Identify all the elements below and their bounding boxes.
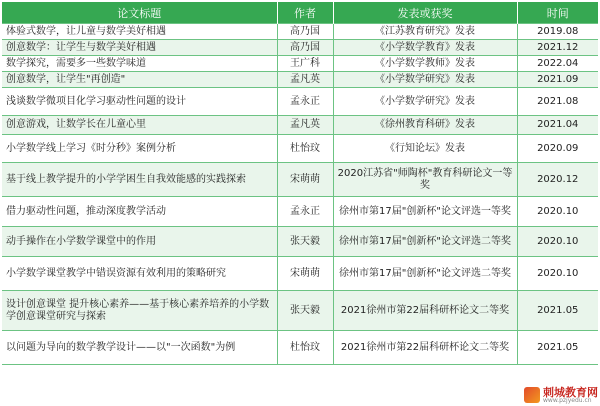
cell-date: 2022.04 — [517, 56, 598, 72]
header-author: 作者 — [277, 2, 333, 24]
cell-author: 高乃国 — [277, 24, 333, 40]
cell-author: 杜怡玟 — [277, 331, 333, 365]
cell-award: 《行知论坛》发表 — [333, 135, 517, 163]
cell-author: 张天毅 — [277, 291, 333, 331]
logo-mark-icon — [524, 387, 540, 403]
table-row — [2, 291, 598, 331]
cell-date: 2020.10 — [517, 197, 598, 227]
cell-award: 徐州市第17届"创新杯"论文评选二等奖 — [333, 227, 517, 257]
table-row — [2, 56, 598, 72]
cell-award: 徐州市第17届"创新杯"论文评选二等奖 — [333, 257, 517, 291]
cell-author: 孟永正 — [277, 197, 333, 227]
table-row — [2, 72, 598, 88]
cell-title: 基于线上教学提升的小学学困生自我效能感的实践探索 — [2, 163, 277, 197]
table-row — [2, 331, 598, 365]
cell-date: 2021.12 — [517, 40, 598, 56]
cell-date: 2021.08 — [517, 88, 598, 116]
cell-award: 《小学数学研究》发表 — [333, 72, 517, 88]
table-row — [2, 197, 598, 227]
cell-title: 创意数学：让学生与数学美好相遇 — [2, 40, 277, 56]
cell-date: 2020.09 — [517, 135, 598, 163]
cell-title: 浅谈数学微项目化学习驱动性问题的设计 — [2, 88, 277, 116]
header-date: 时间 — [517, 2, 598, 24]
cell-date: 2020.12 — [517, 163, 598, 197]
cell-title: 小学数学线上学习《时分秒》案例分析 — [2, 135, 277, 163]
table-header-row — [2, 2, 598, 24]
papers-table — [2, 2, 598, 365]
cell-award: 徐州市第17届"创新杯"论文评选一等奖 — [333, 197, 517, 227]
cell-date: 2021.04 — [517, 116, 598, 135]
cell-title: 设计创意课堂 提升核心素养——基于核心素养培养的小学数学创意课堂研究与探索 — [2, 291, 277, 331]
cell-award: 2021徐州市第22届科研杯论文二等奖 — [333, 291, 517, 331]
cell-author: 张天毅 — [277, 227, 333, 257]
cell-author: 孟凡英 — [277, 72, 333, 88]
header-title: 论文标题 — [2, 2, 277, 24]
table-row — [2, 227, 598, 257]
cell-date: 2021.09 — [517, 72, 598, 88]
cell-award: 《徐州教育科研》发表 — [333, 116, 517, 135]
cell-author: 杜怡玟 — [277, 135, 333, 163]
cell-award: 《小学数学教育》发表 — [333, 40, 517, 56]
table-row — [2, 163, 598, 197]
table-row — [2, 40, 598, 56]
cell-title: 创意游戏，让数学长在儿童心里 — [2, 116, 277, 135]
cell-award: 《江苏教育研究》发表 — [333, 24, 517, 40]
table-row — [2, 24, 598, 40]
cell-date: 2021.05 — [517, 331, 598, 365]
table-row — [2, 257, 598, 291]
cell-author: 宋萌萌 — [277, 257, 333, 291]
cell-author: 宋萌萌 — [277, 163, 333, 197]
cell-title: 借力驱动性问题，推动深度教学活动 — [2, 197, 277, 227]
cell-date: 2019.08 — [517, 24, 598, 40]
cell-date: 2020.10 — [517, 227, 598, 257]
cell-award: 2021徐州市第22届科研杯论文二等奖 — [333, 331, 517, 365]
logo-subtext: www.pzjyedu.cn — [543, 396, 592, 404]
cell-title: 数学探究，需要多一些数学味道 — [2, 56, 277, 72]
site-logo — [506, 384, 598, 406]
cell-date: 2020.10 — [517, 257, 598, 291]
cell-title: 小学数学课堂教学中错误资源有效利用的策略研究 — [2, 257, 277, 291]
cell-author: 孟永正 — [277, 88, 333, 116]
header-award: 发表或获奖 — [333, 2, 517, 24]
logo-text: 刺城教育网 — [543, 385, 598, 399]
table-row — [2, 135, 598, 163]
table-row — [2, 88, 598, 116]
cell-author: 孟凡英 — [277, 116, 333, 135]
cell-title: 动手操作在小学数学课堂中的作用 — [2, 227, 277, 257]
cell-author: 高乃国 — [277, 40, 333, 56]
cell-award: 《小学数学研究》发表 — [333, 88, 517, 116]
cell-title: 以问题为导向的数学教学设计——以"一次函数"为例 — [2, 331, 277, 365]
cell-award: 2020江苏省"师陶杯"教育科研论文一等奖 — [333, 163, 517, 197]
cell-award: 《小学数学教师》发表 — [333, 56, 517, 72]
cell-date: 2021.05 — [517, 291, 598, 331]
cell-title: 创意数学，让学生"再创造" — [2, 72, 277, 88]
cell-title: 体验式数学，让儿童与数学美好相遇 — [2, 24, 277, 40]
table-row — [2, 116, 598, 135]
table-body — [2, 24, 598, 365]
cell-author: 王广科 — [277, 56, 333, 72]
